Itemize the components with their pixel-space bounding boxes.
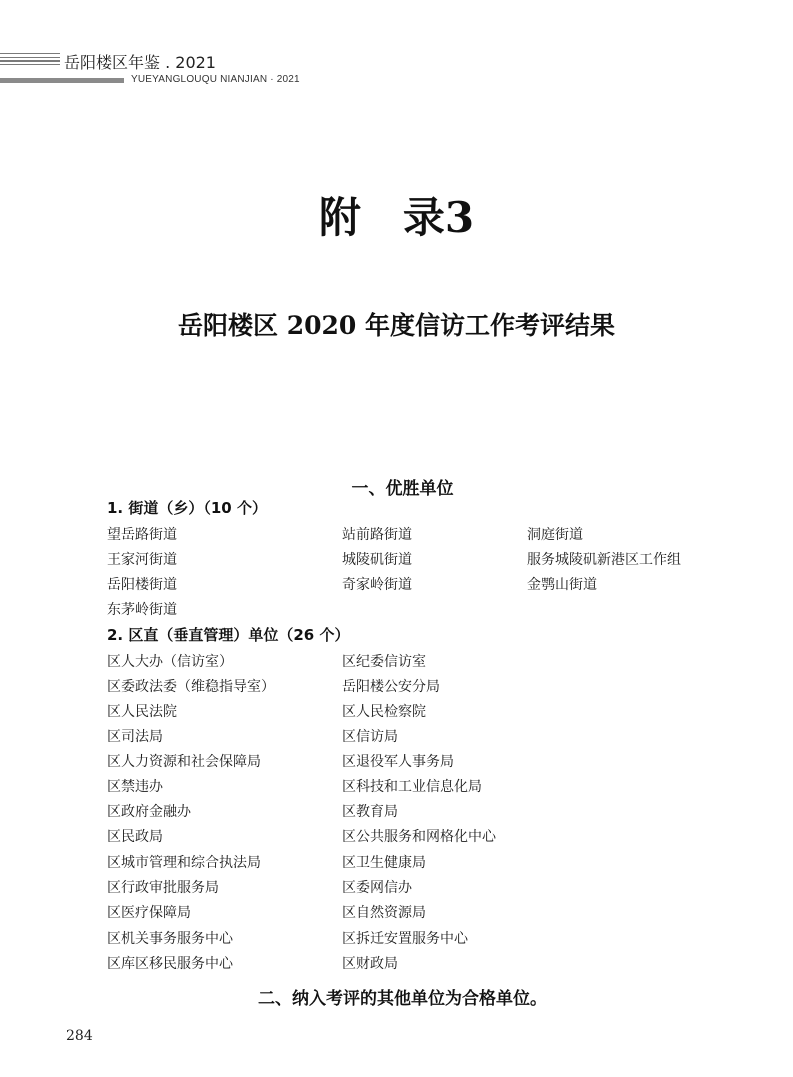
list-item: 区医疗保障局 <box>107 905 191 921</box>
list-item: 站前路街道 <box>342 527 412 543</box>
list-item: 奇家岭街道 <box>342 577 412 593</box>
header-bar-decoration <box>0 78 124 83</box>
list-item: 区拆迁安置服务中心 <box>342 931 468 947</box>
list-item: 区政府金融办 <box>107 804 191 820</box>
list-item: 服务城陵矶新港区工作组 <box>527 552 681 568</box>
running-header-title: 岳阳楼区年鉴 . 2021 <box>64 53 216 72</box>
group-heading-district-units: 2. 区直（垂直管理）单位（26 个） <box>107 626 350 644</box>
list-item: 金鹗山街道 <box>527 577 597 593</box>
list-item: 区退役军人事务局 <box>342 754 454 770</box>
section-heading-winners: 一、优胜单位 <box>351 479 454 499</box>
list-item: 岳阳楼公安分局 <box>342 679 440 695</box>
list-item: 区库区移民服务中心 <box>107 956 233 972</box>
list-item: 区司法局 <box>107 729 163 745</box>
list-item: 区城市管理和综合执法局 <box>107 855 261 871</box>
list-item: 区委网信办 <box>342 880 412 896</box>
list-item: 区卫生健康局 <box>342 855 426 871</box>
appendix-title: 附 录3 <box>318 193 475 242</box>
header-stripes-decoration <box>0 53 60 69</box>
list-item: 岳阳楼街道 <box>107 577 177 593</box>
group-heading-streets: 1. 街道（乡）（10 个） <box>107 499 267 517</box>
list-item: 望岳路街道 <box>107 527 177 543</box>
list-item: 区公共服务和网格化中心 <box>342 829 496 845</box>
list-item: 区人力资源和社会保障局 <box>107 754 261 770</box>
list-item: 区机关事务服务中心 <box>107 931 233 947</box>
list-item: 区纪委信访室 <box>342 654 426 670</box>
list-item: 区行政审批服务局 <box>107 880 219 896</box>
list-item: 城陵矶街道 <box>342 552 412 568</box>
running-header-subtitle: YUEYANGLOUQU NIANJIAN · 2021 <box>131 74 300 85</box>
list-item: 区财政局 <box>342 956 398 972</box>
list-item: 王家河街道 <box>107 552 177 568</box>
document-subtitle: 岳阳楼区 2020 年度信访工作考评结果 <box>178 311 615 340</box>
list-item: 区禁违办 <box>107 779 163 795</box>
list-item: 区民政局 <box>107 829 163 845</box>
page-number: 284 <box>66 1028 93 1044</box>
list-item: 区自然资源局 <box>342 905 426 921</box>
list-item: 区科技和工业信息化局 <box>342 779 482 795</box>
list-item: 区信访局 <box>342 729 398 745</box>
list-item: 区教育局 <box>342 804 398 820</box>
list-item: 东茅岭街道 <box>107 602 177 618</box>
list-item: 区人民法院 <box>107 704 177 720</box>
list-item: 洞庭街道 <box>527 527 583 543</box>
list-item: 区人大办（信访室） <box>107 654 233 670</box>
list-item: 区人民检察院 <box>342 704 426 720</box>
list-item: 区委政法委（维稳指导室） <box>107 679 275 695</box>
section-heading-qualified: 二、纳入考评的其他单位为合格单位。 <box>258 989 547 1009</box>
